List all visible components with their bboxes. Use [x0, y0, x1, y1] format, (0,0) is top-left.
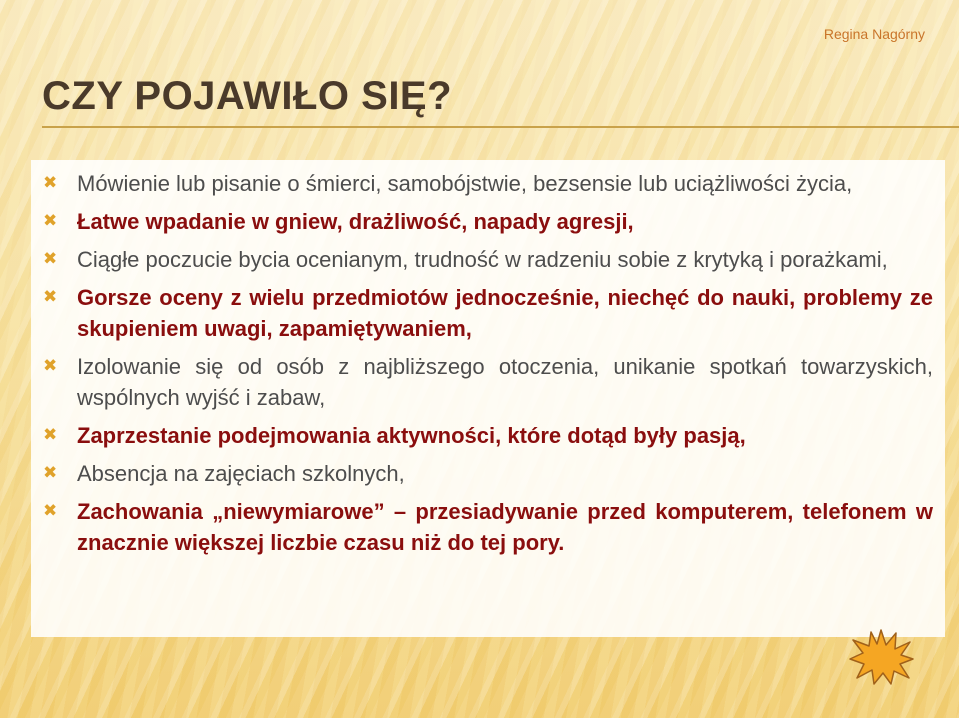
slide-title: CZY POJAWIŁO SIĘ?: [42, 74, 453, 118]
bullet-text: Zaprzestanie podejmowania aktywności, które dotąd były pasją,: [77, 423, 746, 448]
x-mark-bullet-icon: ✖: [43, 249, 58, 268]
bullet-text: Ciągłe poczucie bycia ocenianym, trudność w radzeniu sobie z krytyką i porażkami,: [77, 247, 888, 272]
bullet-item: [43, 168, 933, 199]
bullet-item: [43, 496, 933, 558]
bullet-text: Mówienie lub pisanie o śmierci, samobójstwie, bezsensie lub uciążliwości życia,: [77, 171, 853, 196]
bullet-item: [43, 244, 933, 275]
bullet-text: Absencja na zajęciach szkolnych,: [77, 461, 405, 486]
x-mark-bullet-icon: ✖: [43, 425, 58, 444]
title-underline: [42, 126, 959, 128]
bullet-item: [43, 420, 933, 451]
x-mark-bullet-icon: ✖: [43, 501, 58, 520]
content-box: [31, 160, 945, 637]
bullet-item: [43, 351, 933, 413]
x-mark-bullet-icon: ✖: [43, 287, 58, 306]
x-mark-bullet-icon: ✖: [43, 173, 58, 192]
bullet-text: Łatwe wpadanie w gniew, drażliwość, napady agresji,: [77, 209, 634, 234]
bullet-text: Izolowanie się od osób z najbliższego otoczenia, unikanie spotkań towarzyskich, wspólnych wyjść i zabaw,: [77, 354, 933, 410]
bullet-item: [43, 458, 933, 489]
starburst-shape: [850, 630, 913, 684]
bullet-list: [43, 168, 933, 558]
x-mark-bullet-icon: ✖: [43, 463, 58, 482]
x-mark-bullet-icon: ✖: [43, 356, 58, 375]
bullet-text: Zachowania „niewymiarowe” – przesiadywanie przed komputerem, telefonem w znacznie większej liczbie czasu niż do tej pory.: [77, 499, 933, 555]
bullet-item: [43, 282, 933, 344]
x-mark-bullet-icon: ✖: [43, 211, 58, 230]
bullet-item: [43, 206, 933, 237]
author-name: Regina Nagórny: [823, 26, 925, 42]
bullet-text: Gorsze oceny z wielu przedmiotów jednocześnie, niechęć do nauki, problemy ze skupieniem uwagi, zapamiętywaniem,: [77, 285, 933, 341]
starburst-icon: [848, 628, 914, 686]
